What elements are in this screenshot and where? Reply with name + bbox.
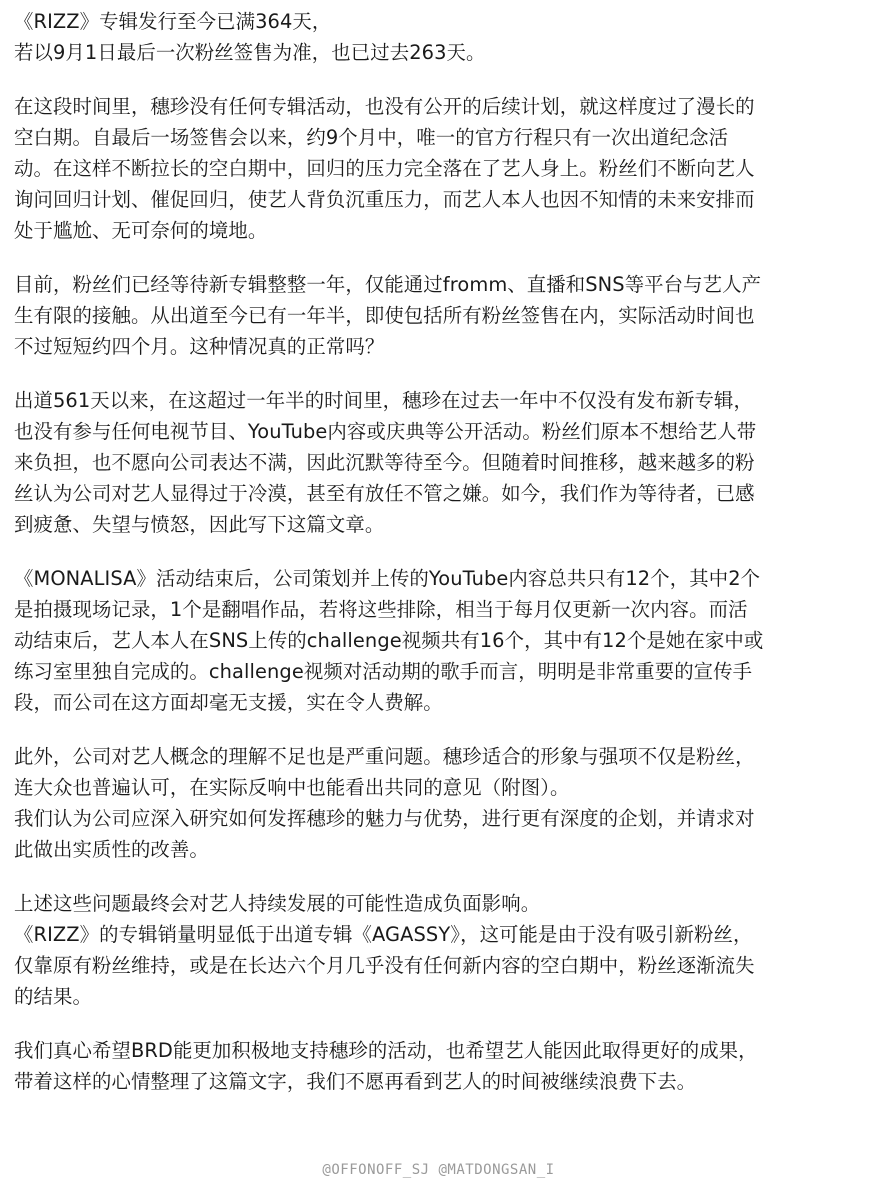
text-line: 询问回归计划、催促回归，使艺人背负沉重压力，而艺人本人也因不知情的未来安排而	[14, 188, 755, 211]
paragraph	[14, 385, 864, 540]
text-line: 到疲惫、失望与愤怒，因此写下这篇文章。	[14, 513, 385, 536]
paragraph	[14, 91, 864, 246]
text-line: 的结果。	[14, 985, 92, 1008]
text-line: 段，而公司在这方面却毫无支援，实在令人费解。	[14, 691, 443, 714]
paragraph	[14, 269, 864, 362]
text-line: 《RIZZ》的专辑销量明显低于出道专辑《AGASSY》，这可能是由于没有吸引新粉丝，	[14, 923, 753, 946]
watermark-credit: @OFFONOFF_SJ @MATDONGSAN_I	[322, 1162, 555, 1178]
text-line: 此外，公司对艺人概念的理解不足也是严重问题。穗珍适合的形象与强项不仅是粉丝，	[14, 745, 755, 768]
text-line: 《MONALISA》活动结束后，公司策划并上传的YouTube内容总共只有12个，其中2个	[14, 567, 761, 590]
text-line: 此做出实质性的改善。	[14, 838, 209, 861]
paragraph	[14, 6, 864, 68]
paragraph	[14, 1035, 864, 1097]
text-line: 练习室里独自完成的。challenge视频对活动期的歌手而言，明明是非常重要的宣传手	[14, 660, 753, 683]
text-line: 目前，粉丝们已经等待新专辑整整一年，仅能通过fromm、直播和SNS等平台与艺人产	[14, 273, 762, 296]
text-line: 也没有参与任何电视节目、YouTube内容或庆典等公开活动。粉丝们原本不想给艺人带	[14, 420, 757, 443]
paragraph	[14, 563, 864, 718]
text-line: 带着这样的心情整理了这篇文字，我们不愿再看到艺人的时间被继续浪费下去。	[14, 1070, 697, 1093]
text-line: 不过短短约四个月。这种情况真的正常吗？	[14, 335, 385, 358]
text-line: 动。在这样不断拉长的空白期中，回归的压力完全落在了艺人身上。粉丝们不断向艺人	[14, 157, 755, 180]
text-line: 出道561天以来，在这超过一年半的时间里，穗珍在过去一年中不仅没有发布新专辑，	[14, 389, 753, 412]
text-line: 是拍摄现场记录，1个是翻唱作品，若将这些排除，相当于每月仅更新一次内容。而活	[14, 598, 748, 621]
text-line: 上述这些问题最终会对艺人持续发展的可能性造成负面影响。	[14, 892, 541, 915]
text-line: 丝认为公司对艺人显得过于冷漠，甚至有放任不管之嫌。如今，我们作为等待者，已感	[14, 482, 755, 505]
text-line: 来负担，也不愿向公司表达不满，因此沉默等待至今。但随着时间推移，越来越多的粉	[14, 451, 755, 474]
paragraph	[14, 741, 864, 865]
text-line: 我们真心希望BRD能更加积极地支持穗珍的活动，也希望艺人能因此取得更好的成果，	[14, 1039, 758, 1062]
text-line: 我们认为公司应深入研究如何发挥穗珍的魅力与优势，进行更有深度的企划，并请求对	[14, 807, 755, 830]
text-line: 连大众也普遍认可，在实际反响中也能看出共同的意见（附图）。	[14, 776, 570, 799]
text-line: 动结束后，艺人本人在SNS上传的challenge视频共有16个，其中有12个是她在家中或	[14, 629, 764, 652]
text-line: 《RIZZ》专辑发行至今已满364天，	[14, 10, 332, 33]
text-line: 在这段时间里，穗珍没有任何专辑活动，也没有公开的后续计划，就这样度过了漫长的	[14, 95, 755, 118]
paragraph	[14, 888, 864, 1012]
text-line: 空白期。自最后一场签售会以来，约9个月中，唯一的官方行程只有一次出道纪念活	[14, 126, 729, 149]
text-line: 若以9月1日最后一次粉丝签售为准，也已过去263天。	[14, 41, 486, 64]
article-body	[14, 6, 864, 1120]
text-line: 生有限的接触。从出道至今已有一年半，即使包括所有粉丝签售在内，实际活动时间也	[14, 304, 755, 327]
text-line: 仅靠原有粉丝维持，或是在长达六个月几乎没有任何新内容的空白期中，粉丝逐渐流失	[14, 954, 755, 977]
text-line: 处于尴尬、无可奈何的境地。	[14, 219, 268, 242]
